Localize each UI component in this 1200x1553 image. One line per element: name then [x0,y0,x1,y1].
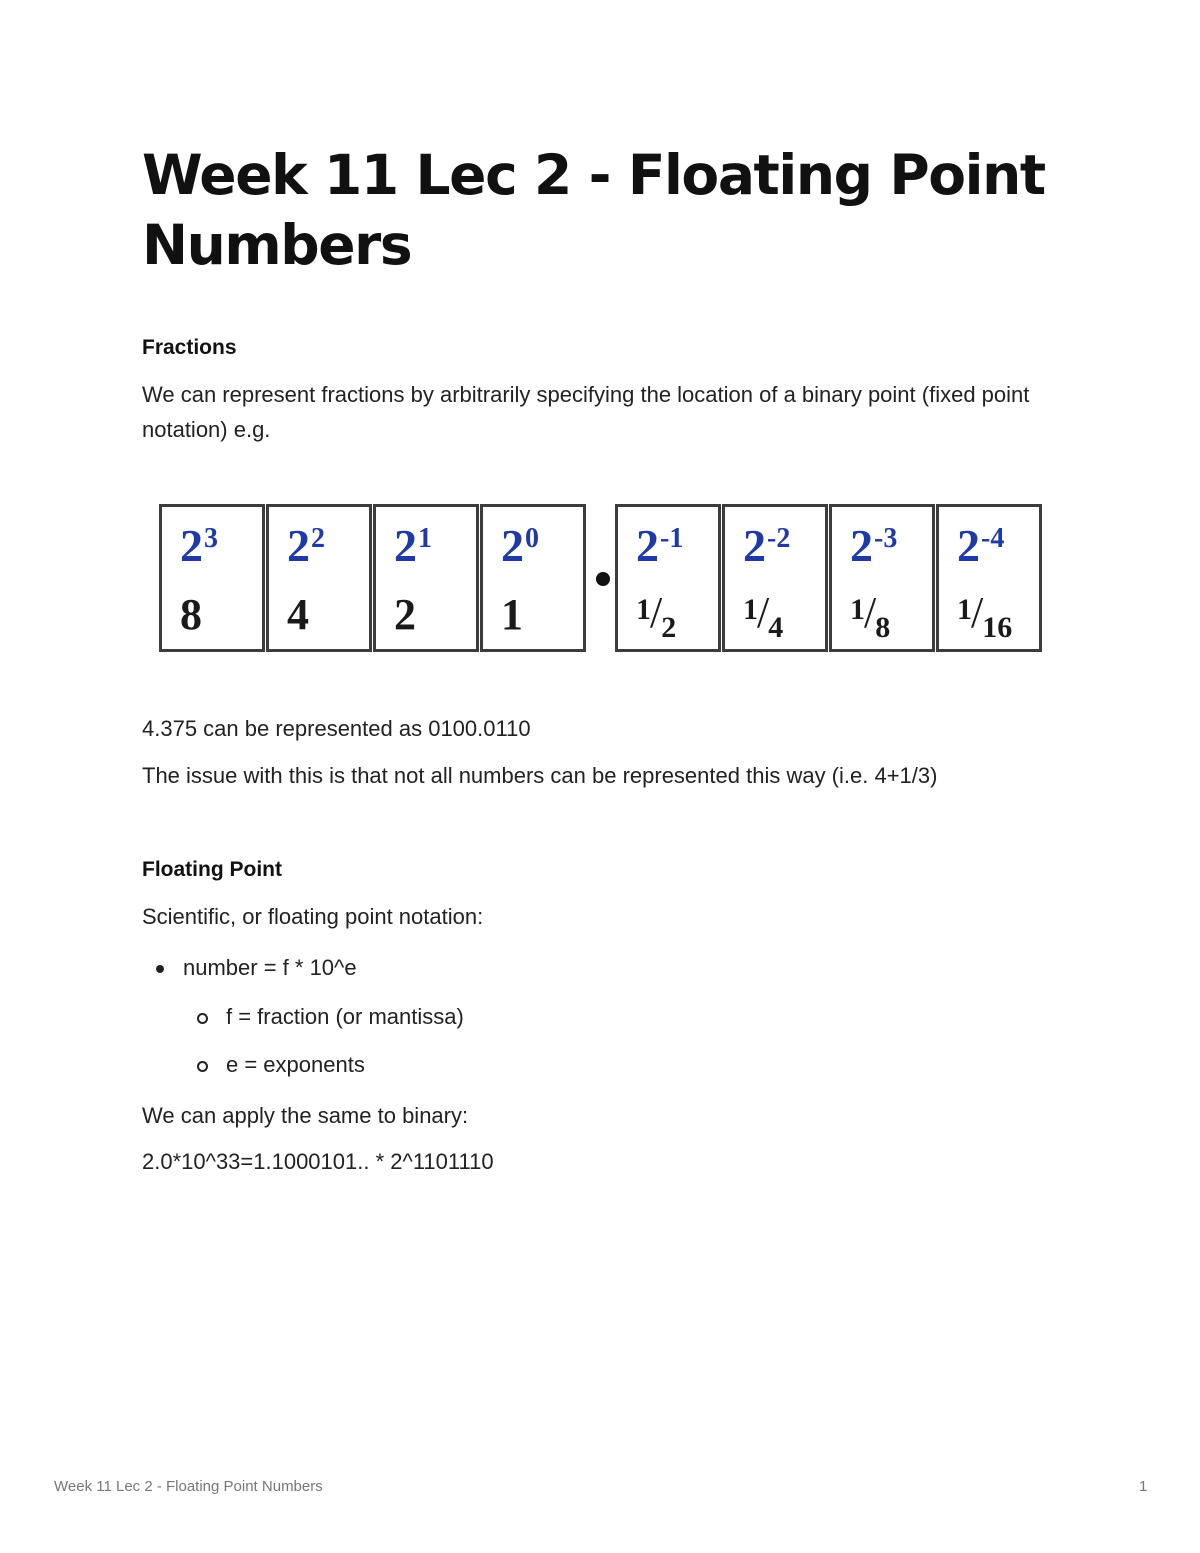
place-value: 2 [394,590,416,639]
place-value: 1 [501,590,523,639]
fixed-point-issue: The issue with this is that not all numbers can be represented this way (i.e. 4+1/3) [142,763,938,788]
place-value-cell [266,504,372,652]
sub-list-item: f = fraction (or mantissa) [226,1004,464,1029]
place-value-cell [159,504,265,652]
place-value-cell [373,504,479,652]
fraction-value: $1/_4$ [743,588,784,644]
power-label: $2^2$ [287,520,325,571]
power-label: $2^3$ [180,520,218,571]
section-heading-floating-point: Floating Point [142,858,282,881]
fixed-point-example: 4.375 can be represented as 0100.0110 [142,716,531,741]
binary-apply-text: We can apply the same to binary: [142,1103,469,1128]
binary-example: 2.0*10^33=1.1000101.. * 2^1101110 [142,1149,494,1174]
fraction-value: $1/_2$ [636,588,677,644]
power-label: $2^{-3}$ [850,520,898,571]
fraction-value: $1/_{16}$ [957,588,1013,644]
power-label: $2^0$ [501,520,539,571]
fraction-value: $1/_8$ [850,588,891,644]
power-label: $2^{-2}$ [743,520,791,571]
sub-list-item: e = exponents [226,1052,365,1077]
power-label: $2^{-1}$ [636,520,684,571]
bullet-dot-icon [156,965,164,973]
power-label: $2^{-4}$ [957,520,1005,571]
place-value: 8 [180,590,202,639]
place-value: 4 [287,590,309,639]
footer-title: Week 11 Lec 2 - Floating Point Numbers [54,1478,323,1495]
place-value-cell [829,504,935,652]
floating-point-intro: Scientific, or floating point notation: [142,904,484,929]
place-value-cell [480,504,586,652]
fractions-intro: We can represent fractions by arbitrarily specifying the location of a binary point (fixed point notation) e.g. [142,382,1030,442]
power-label: $2^1$ [394,520,432,571]
place-value-cell [722,504,828,652]
place-value-cell [936,504,1042,652]
section-heading-fractions: Fractions [142,336,237,359]
binary-point-dot [596,572,610,586]
footer-page-number: 1 [1139,1478,1148,1495]
bullet-circle-icon [197,1061,208,1072]
bullet-circle-icon [197,1013,208,1024]
place-value-cell [615,504,721,652]
page-title: Week 11 Lec 2 - Floating Point Numbers [142,143,1045,277]
list-item: number = f * 10^e [183,955,357,980]
